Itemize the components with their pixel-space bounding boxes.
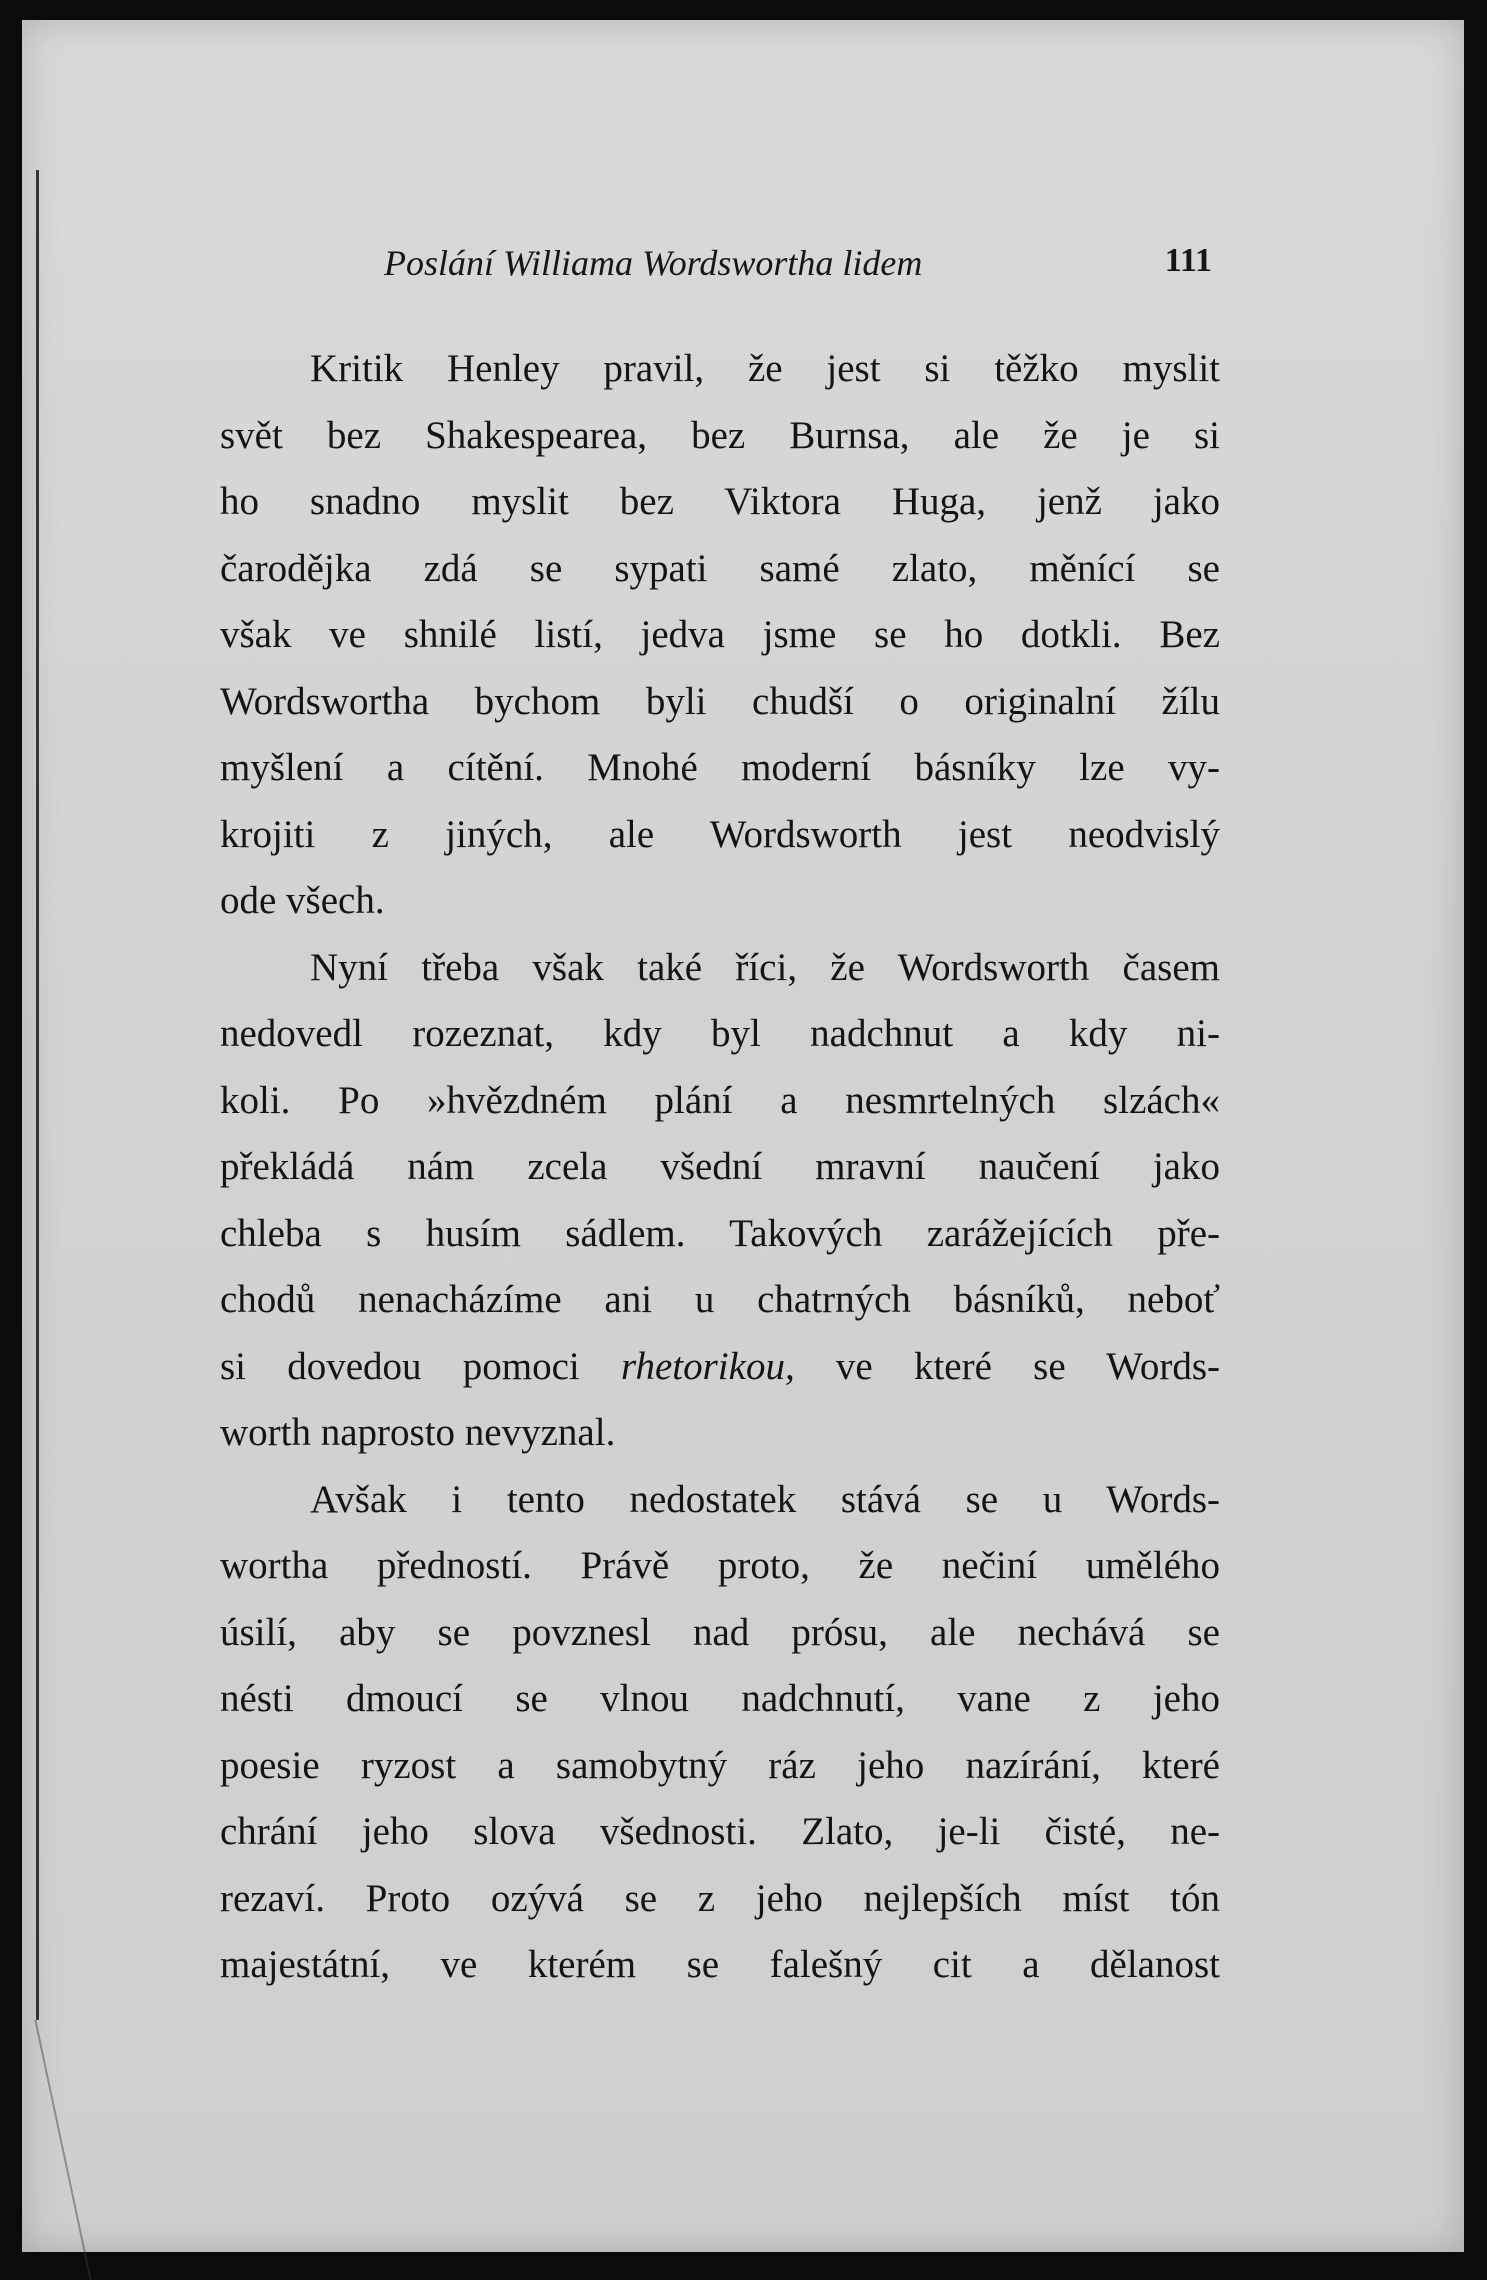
text-line: chrání jeho slova všednosti. Zlato, je-li čisté, ne- [220, 1810, 1220, 1853]
text-line: chodů nenacházíme ani u chatrných básníků, neboť [220, 1278, 1220, 1321]
text-line: nésti dmoucí se vlnou nadchnutí, vane z jeho [220, 1677, 1220, 1720]
text-line: nedovedl rozeznat, kdy byl nadchnut a kdy ni- [220, 1012, 1220, 1055]
text-line: úsilí, aby se povznesl nad prósu, ale nechává se [220, 1610, 1220, 1654]
text-line: wortha předností. Právě proto, že nečiní umělého [220, 1544, 1220, 1587]
text-line: ho snadno myslit bez Viktora Huga, jenž jako [220, 480, 1220, 523]
text-line: koli. Po »hvězdném plání a nesmrtelných slzách« [220, 1078, 1220, 1122]
text-line: krojiti z jiných, ale Wordsworth jest neodvislý [220, 812, 1220, 856]
text-line: rezaví. Proto ozývá se z jeho nejlepších míst tón [220, 1876, 1220, 1920]
text-run: si dovedou pomoci [220, 1344, 621, 1388]
body-text [220, 336, 1220, 1999]
text-line: čarodějka zdá se sypati samé zlato, měnící se [220, 546, 1220, 590]
paragraph-3 [220, 1467, 1220, 1999]
running-title: Poslání Williama Wordswortha lidem [384, 243, 923, 283]
binding-edge [22, 170, 39, 2020]
text-line: Nyní třeba však také říci, že Wordsworth časem [310, 945, 1220, 989]
text-line: Wordswortha bychom byli chudší o originalní žílu [220, 679, 1220, 723]
text-line: poesie ryzost a samobytný ráz jeho nazírání, které [220, 1743, 1220, 1787]
page-header [362, 242, 1212, 302]
paragraph-1 [220, 336, 1220, 935]
text-line-with-emphasis [220, 1334, 1220, 1401]
text-line: worth naprosto nevyznal. [220, 1411, 616, 1454]
text-line: myšlení a cítění. Mnohé moderní básníky lze vy- [220, 746, 1220, 789]
text-line: překládá nám zcela všední mravní naučení jako [220, 1145, 1220, 1188]
text-line: chleba s husím sádlem. Takových zarážejících pře- [220, 1211, 1220, 1255]
text-line: ode všech. [220, 879, 385, 922]
text-line: svět bez Shakespearea, bez Burnsa, ale že je si [220, 413, 1220, 457]
text-line: Kritik Henley pravil, že jest si těžko myslit [310, 347, 1220, 390]
text-run: ve které se Words- [794, 1344, 1220, 1388]
paper-crease [34, 2020, 161, 2280]
text-line: však ve shnilé listí, jedva jsme se ho dotkli. Bez [220, 613, 1220, 656]
text-line: majestátní, ve kterém se falešný cit a dělanost [220, 1943, 1220, 1986]
page-number: 111 [1164, 242, 1212, 279]
emphasis-word: rhetorikou, [621, 1344, 795, 1388]
paragraph-2 [220, 935, 1220, 1467]
book-page [22, 20, 1464, 2252]
text-line: Avšak i tento nedostatek stává se u Words- [310, 1477, 1220, 1521]
